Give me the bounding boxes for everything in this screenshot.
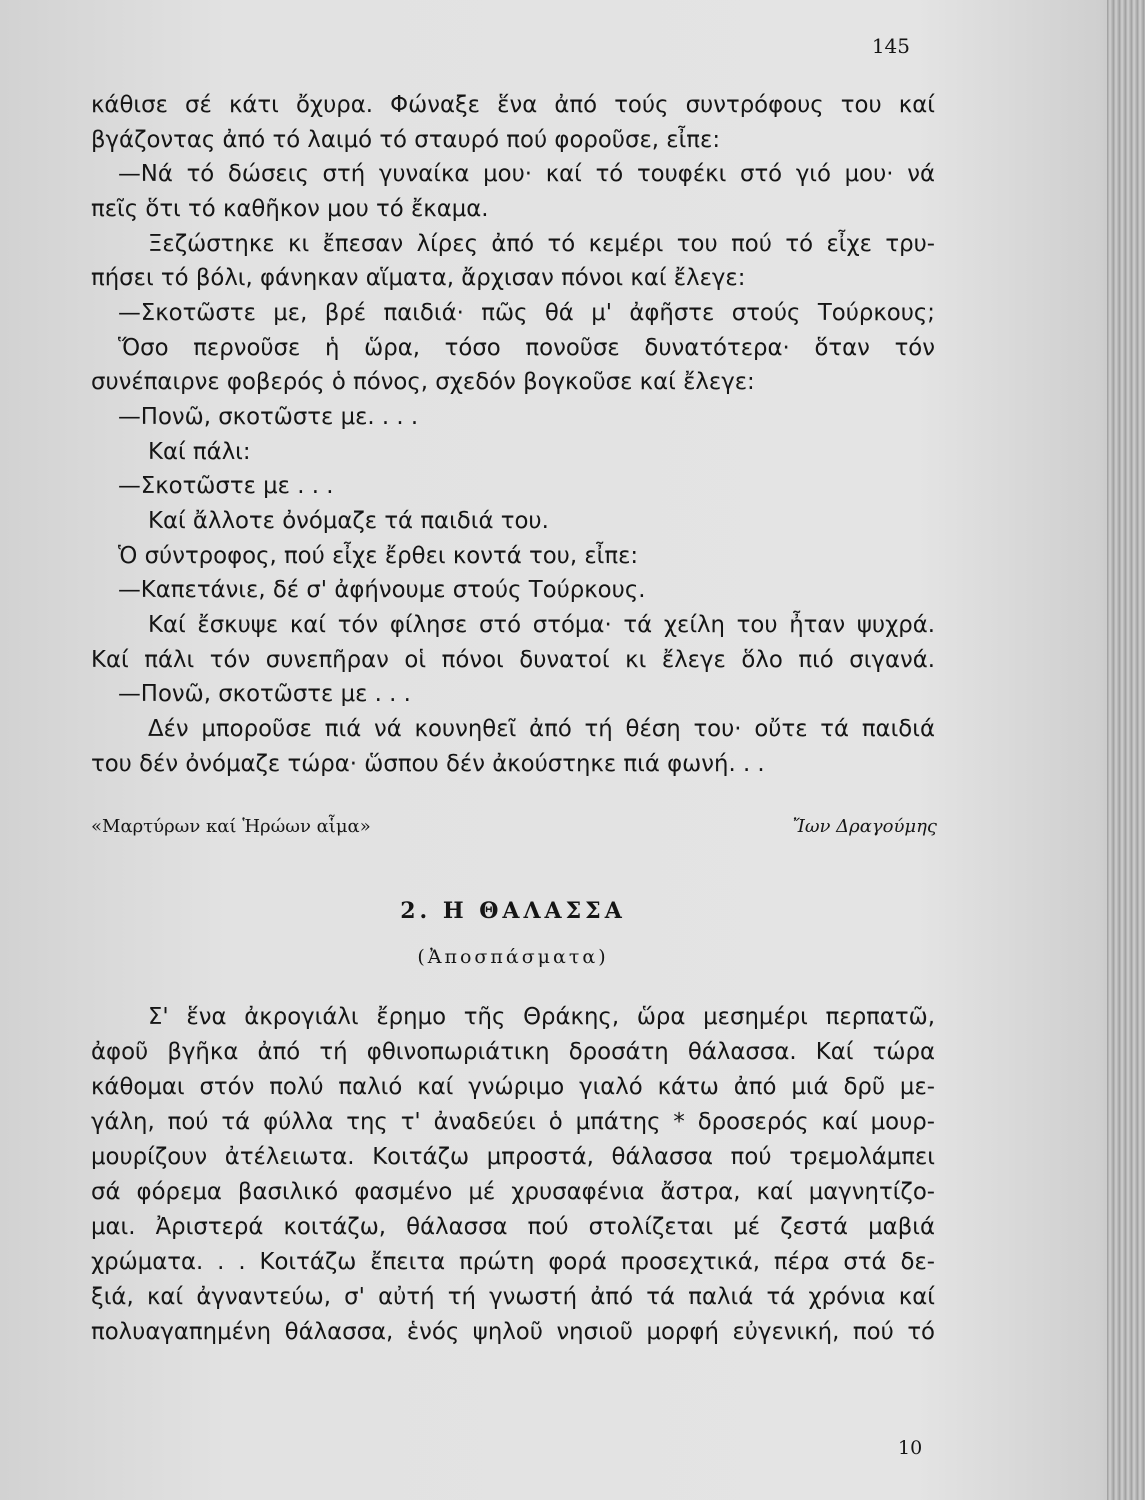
text-line: ἀφοῦ βγῆκα ἀπό τή φθινοπωριάτικη δροσάτη θάλασσα. Καί τώρα (91, 1039, 935, 1065)
text-line: κάθομαι στόν πολύ παλιό καί γνώριμο γιαλό κάτω ἀπό μιά δρῦ με- (91, 1074, 935, 1100)
text-line: συνέπαιρνε φοβερός ὁ πόνος, σχεδόν βογκοῦσε καί ἔλεγε: (91, 369, 755, 395)
section-subtitle: (Ἀποσπάσματα) (417, 946, 609, 968)
text-line: ξιά, καί ἀγναντεύω, σ' αὐτή τή γνωστή ἀπό τά παλιά τά χρόνια καί (91, 1284, 935, 1310)
dialogue-line: —Πονῶ, σκοτῶστε με. . . . (118, 404, 419, 430)
author-name: Ἴων Δραγούμης (792, 816, 937, 837)
text-line: χρώματα. . . Κοιτάζω ἔπειτα πρώτη φορά προσεχτικά, πέρα στά δε- (91, 1249, 935, 1275)
source-citation: «Μαρτύρων καί Ἡρώων αἷμα» (91, 816, 371, 837)
text-line: Καί ἄλλοτε ὀνόμαζε τά παιδιά του. (148, 508, 549, 534)
text-line: πεῖς ὅτι τό καθῆκον μου τό ἔκαμα. (91, 196, 489, 222)
text-line: Καί πάλι τόν συνεπῆραν οἱ πόνοι δυνατοί κι ἔλεγε ὅλο πιό σιγανά. (91, 647, 935, 673)
dialogue-line: —Καπετάνιε, δέ σ' ἀφήνουμε στούς Τούρκους. (118, 577, 646, 603)
section-title: 2. Η ΘΑΛΑΣΣΑ (400, 898, 626, 924)
text-line: μουρίζουν ἀτέλειωτα. Κοιτάζω μπροστά, θάλασσα πού τρεμολάμπει (91, 1144, 935, 1170)
dialogue-line: —Πονῶ, σκοτῶστε με . . . (118, 681, 411, 707)
text-line: πολυαγαπημένη θάλασσα, ἑνός ψηλοῦ νησιοῦ μορφή εὐγενική, πού τό (91, 1319, 935, 1345)
text-line: Ξεζώστηκε κι ἔπεσαν λίρες ἀπό τό κεμέρι του πού τό εἶχε τρυ- (148, 231, 935, 257)
page-number: 145 (871, 34, 910, 58)
dialogue-line: —Σκοτῶστε με, βρέ παιδιά· πῶς θά μ' ἀφῆστε στούς Τούρκους; (118, 300, 935, 326)
signature-mark: 10 (898, 1437, 923, 1459)
text-line: Δέν μποροῦσε πιά νά κουνηθεῖ ἀπό τή θέση του· οὔτε τά παιδιά (148, 716, 935, 742)
page-edges (1107, 0, 1145, 1500)
text-line: πήσει τό βόλι, φάνηκαν αἵματα, ἄρχισαν πόνοι καί ἔλεγε: (91, 265, 746, 291)
text-line: του δέν ὀνόμαζε τώρα· ὥσπου δέν ἀκούστηκε πιά φωνή. . . (91, 751, 765, 777)
dialogue-line: —Νά τό δώσεις στή γυναίκα μου· καί τό τουφέκι στό γιό μου· νά (118, 161, 935, 187)
text-line: κάθισε σέ κάτι ὄχυρα. Φώναξε ἕνα ἀπό τούς συντρόφους του καί (91, 92, 935, 118)
text-line: Σ' ἕνα ἀκρογιάλι ἔρημο τῆς Θράκης, ὥρα μεσημέρι περπατῶ, (148, 1004, 935, 1030)
text-line: σά φόρεμα βασιλικό φασμένο μέ χρυσαφένια ἄστρα, καί μαγνητίζο- (91, 1179, 935, 1205)
text-line: Καί πάλι: (148, 439, 251, 465)
text-line: μαι. Ἀριστερά κοιτάζω, θάλασσα πού στολίζεται μέ ζεστά μαβιά (91, 1214, 935, 1240)
text-line: βγάζοντας ἀπό τό λαιμό τό σταυρό πού φοροῦσε, εἶπε: (91, 127, 721, 153)
text-line: Καί ἔσκυψε καί τόν φίλησε στό στόμα· τά χείλη του ἦταν ψυχρά. (148, 612, 935, 638)
text-line: Ὁ σύντροφος, πού εἶχε ἔρθει κοντά του, εἶπε: (118, 543, 639, 569)
text-line: γάλη, πού τά φύλλα της τ' ἀναδεύει ὁ μπάτης * δροσερός καί μουρ- (91, 1109, 935, 1135)
dialogue-line: —Σκοτῶστε με . . . (118, 473, 334, 499)
text-line: Ὅσο περνοῦσε ἡ ὥρα, τόσο πονοῦσε δυνατότερα· ὅταν τόν (118, 335, 935, 361)
